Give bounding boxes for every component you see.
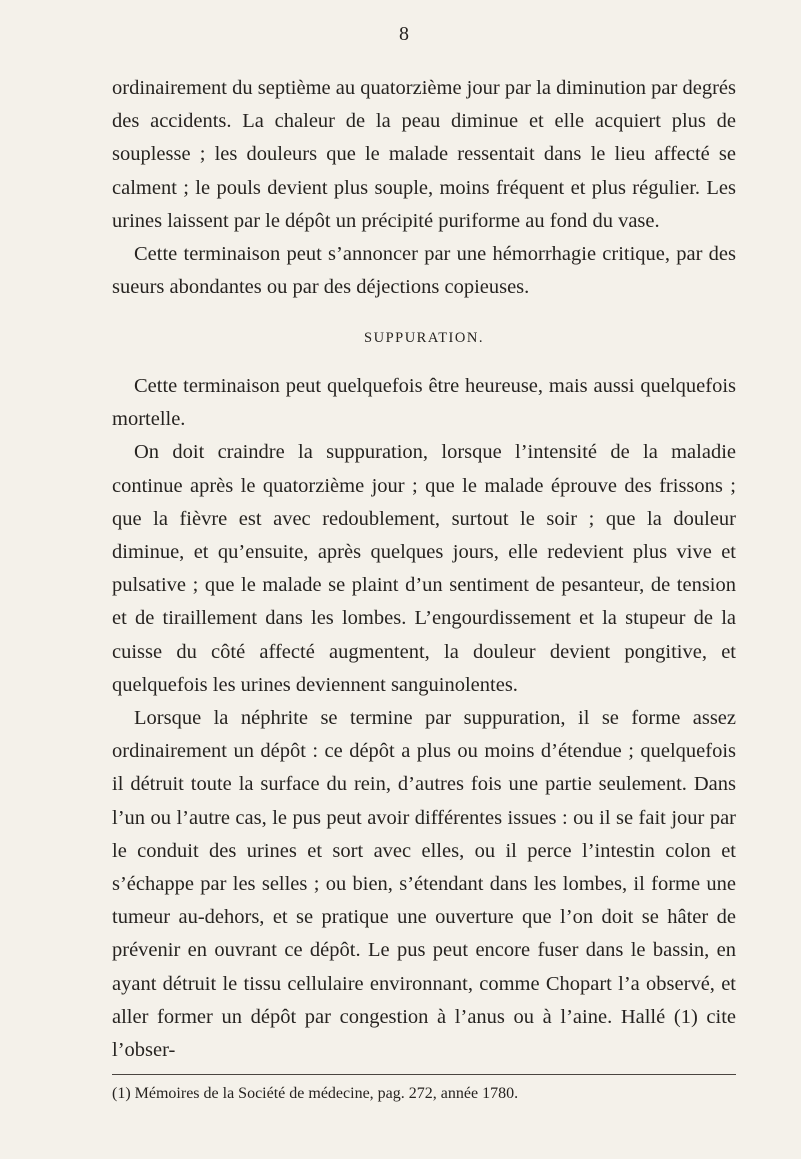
text-block-bottom [112,370,736,1067]
paragraph-continuation: ordinairement du septième au quatorzième jour par la diminution par degrés des accidents. La chaleur de la peau diminue et elle acquiert plus de souplesse ; les douleurs que le malade ressentait dans le lieu affecté se calment ; le pouls devient plus souple, moins fréquent et plus régulier. Les urines laissent par le dépôt un précipité puriforme au fond du vase. [112,77,736,232]
paragraph-hemorrhage: Cette terminaison peut s’annoncer par une hémorrhagie critique, par des sueurs abondantes ou par des déjections copieuses. [112,243,736,299]
text-block-top [112,72,736,375]
paragraph-suppuration-signs: On doit craindre la suppuration, lorsque l’intensité de la maladie continue après le quatorzième jour ; que le malade éprouve des frissons ; que la fièvre est avec redoublement, surtout le soir ; que la douleur diminue, et qu’ensuite, après quelques jours, elle redevient plus vive et pulsative ; que le malade se plaint d’un sentiment de pesanteur, de tension et de tiraillement dans les lombes. L’engourdissement et la stupeur de la cuisse du côté affecté augmentent, la douleur devient pongitive, et quelquefois les urines deviennent sanguinolentes. [112,441,736,696]
section-heading: SUPPURATION. [364,330,484,347]
paragraph-suppuration-outcomes: Lorsque la néphrite se termine par suppuration, il se forme assez ordinairement un dépôt : ce dépôt a plus ou moins d’étendue ; quelquefois il détruit toute la surface du rein, d’autres fois une partie seulement. Dans l’un ou l’autre cas, le pus peut avoir différentes issues : ou il se fait jour par le conduit des urines et sort avec elles, ou il perce l’intestin colon et s’échappe par les selles ; ou bien, s’étendant dans les lombes, il forme une tumeur au-dehors, et se pratique une ouverture que l’on doit se hâter de prévenir en ouvrant ce dépôt. Le pus peut encore fuser dans le bassin, en ayant détruit le tissu cellulaire environnant, comme Chopart l’a observé, et aller former un dépôt par congestion à l’anus ou à l’aine. Hallé (1) cite l’obser- [112,707,736,1062]
footnote-divider [112,1074,736,1075]
page-number: 8 [399,23,409,45]
footnote: (1) Mémoires de la Société de médecine, pag. 272, année 1780. [112,1085,519,1102]
paragraph-suppuration-intro: Cette terminaison peut quelquefois être heureuse, mais aussi quelquefois mortelle. [112,375,736,431]
